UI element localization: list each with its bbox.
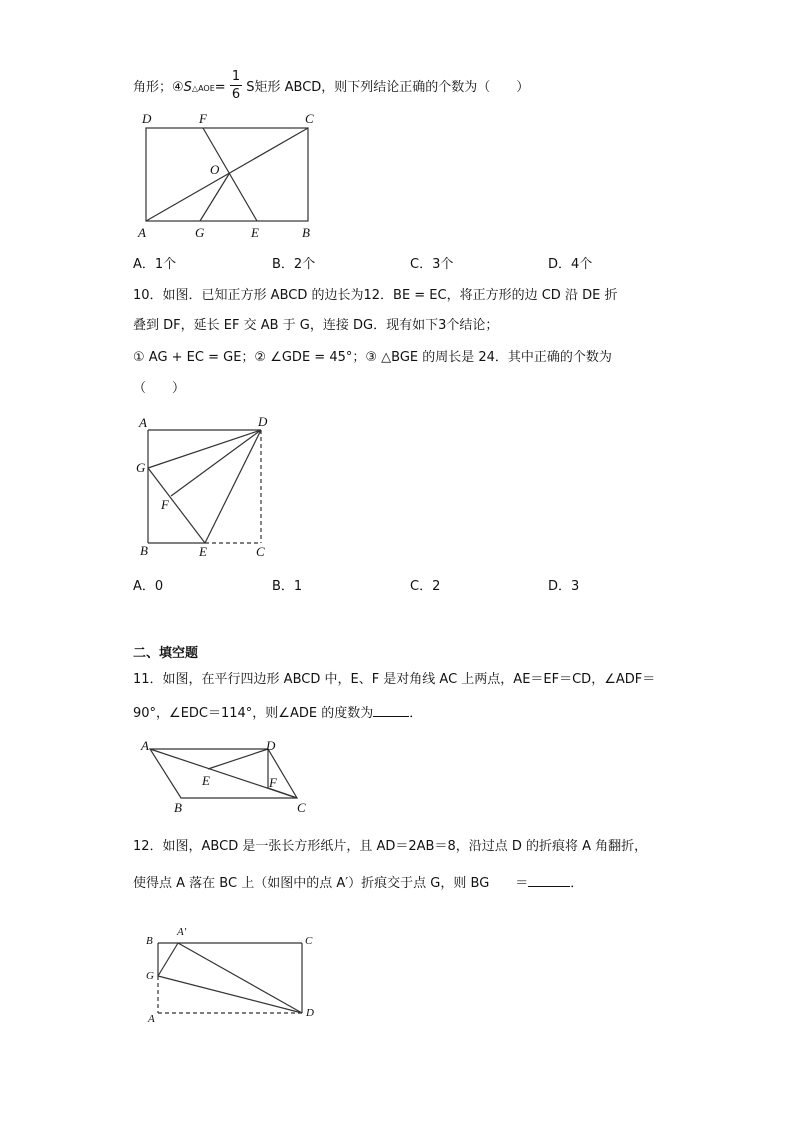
q12-label-b: B [146, 935, 153, 947]
q10-option-b: B．1 [272, 579, 303, 594]
q12-label-a-prime: A′ [177, 926, 187, 938]
q12-fold-gd [158, 976, 302, 1013]
q9-s-symbol: S [183, 80, 192, 95]
q10-option-a: A．0 [133, 579, 164, 594]
q11-label-a: A [141, 738, 149, 753]
q9-label-a: A [138, 225, 146, 240]
q9-label-o: O [210, 162, 220, 177]
q11-label-e: E [202, 773, 210, 788]
q11-line-1: 11．如图，在平行四边形 ABCD 中，E、F 是对角线 AC 上两点，AE＝EF＝CD，∠ADF＝ [133, 672, 656, 687]
q12-line-1: 12．如图，ABCD 是一张长方形纸片，且 AD＝2AB＝8，沿过点 D 的折痕将 A 角翻折， [133, 839, 648, 854]
q10-option-c: C．2 [410, 579, 441, 594]
q10-label-e: E [199, 544, 207, 559]
q10-line-2: 叠到 DF，延长 EF 交 AB 于 G，连接 DG．现有如下3个结论； [133, 318, 499, 333]
q11-line-2-text: 90°，∠EDC＝114°，则∠ADE 的度数为 [133, 706, 374, 721]
q12-segment-a-prime-d [178, 943, 302, 1013]
q12-label-g: G [146, 970, 154, 982]
q11-label-b: B [174, 800, 182, 815]
q11-line-2-end: ． [409, 706, 423, 721]
q9-label-f: F [199, 111, 207, 126]
q12-label-c: C [305, 935, 313, 947]
q9-label-g: G [195, 225, 205, 240]
q12-segment-ga-prime [158, 943, 178, 976]
q9-option-d: D．4个 [548, 257, 593, 272]
q9-label-d: D [142, 111, 152, 126]
q9-equals: = [214, 80, 226, 95]
q10-label-d: D [258, 414, 268, 429]
q10-line-4: （ ） [133, 381, 186, 396]
q10-label-a: A [139, 415, 147, 430]
q10-label-g: G [136, 460, 146, 475]
q11-label-f: F [269, 775, 277, 790]
q9-frac-num: 1 [231, 69, 241, 84]
q9-option-a: A．1个 [133, 257, 177, 272]
q10-option-d: D．3 [548, 579, 580, 594]
q9-label-b: B [302, 225, 310, 240]
q10-label-b: B [140, 543, 148, 558]
q11-label-c: C [297, 800, 306, 815]
section-title: 二、填空题 [133, 646, 199, 661]
q10-label-c: C [256, 544, 265, 559]
q9-label-c: C [305, 111, 314, 126]
q9-suffix: S矩形 ABCD，则下列结论正确的个数为（ ） [246, 80, 530, 95]
q10-line-3: ① AG + EC = GE；② ∠GDE = 45°；③ △BGE 的周长是 24．其中正确的个数为 [133, 350, 612, 365]
q9-option-c: C．3个 [410, 257, 454, 272]
q12-label-d: D [306, 1007, 314, 1019]
q9-label-e: E [251, 225, 259, 240]
q12-label-a: A [148, 1013, 155, 1025]
q12-line-2-text: 使得点 A 落在 BC 上（如图中的点 A′）折痕交于点 G，则 BG ＝ [133, 876, 529, 891]
q9-option-b: B．2个 [272, 257, 316, 272]
q9-prefix: 角形；④ [133, 80, 184, 95]
q11-label-d: D [266, 738, 276, 753]
q9-frac-den: 6 [231, 87, 241, 102]
q12-line-2-end: ． [570, 876, 584, 891]
q10-label-f: F [161, 497, 169, 512]
q9-s-subscript: △AOE [191, 84, 215, 93]
q10-line-1: 10．如图．已知正方形 ABCD 的边长为12．BE = EC，将正方形的边 CD 沿 DE 折 [133, 288, 618, 303]
